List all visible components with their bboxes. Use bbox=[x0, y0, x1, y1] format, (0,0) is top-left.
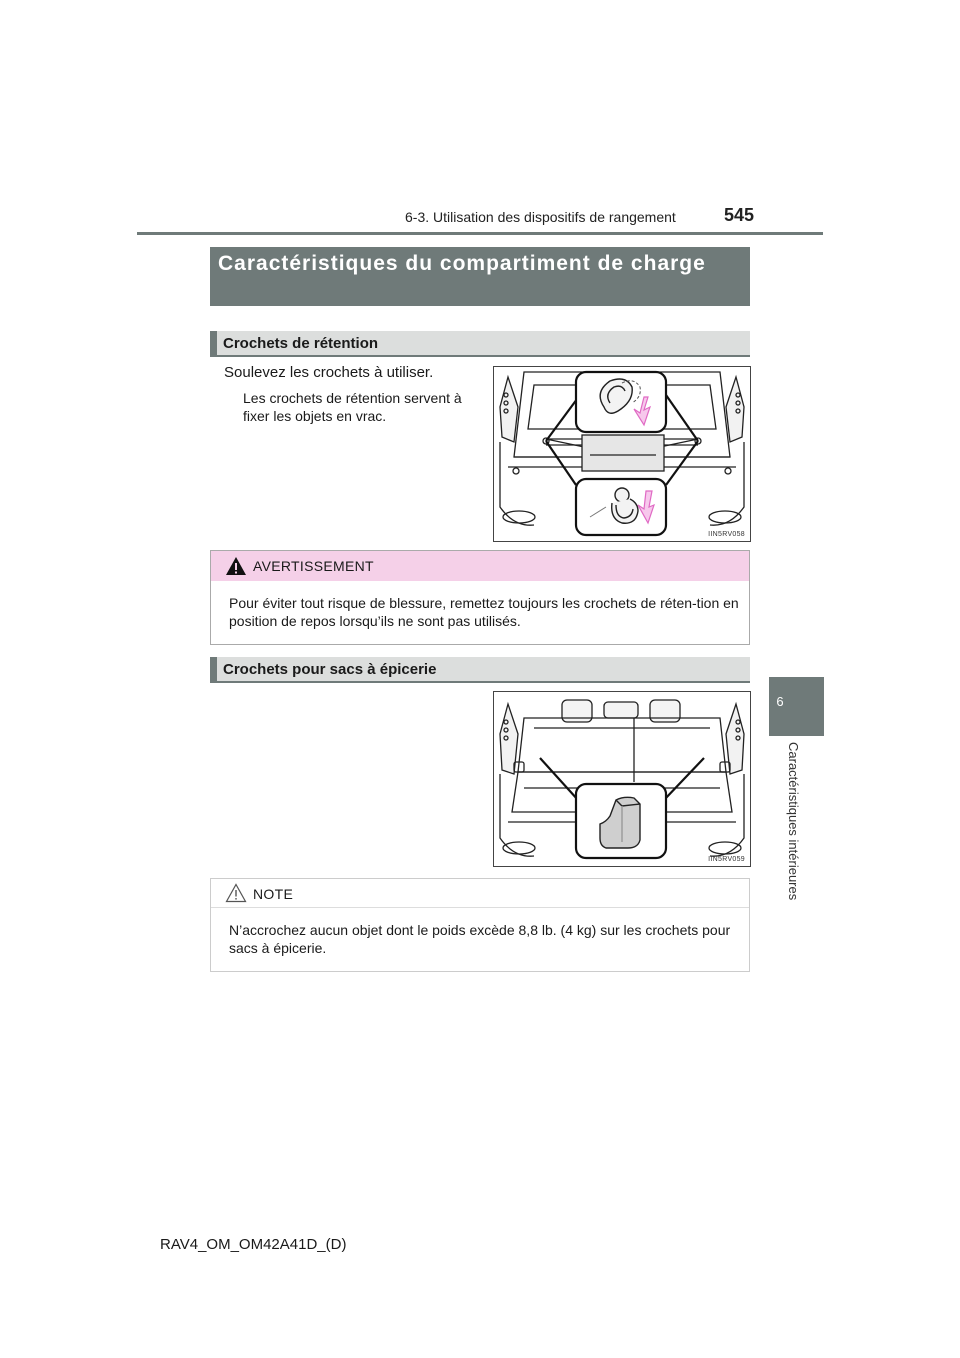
note-body: N’accrochez aucun objet dont le poids excède 8,8 lb. (4 kg) sur les crochets pour sacs à épicerie. bbox=[229, 922, 731, 956]
caution-triangle-outline-icon bbox=[225, 883, 247, 903]
warning-box bbox=[210, 550, 750, 645]
chapter-number: 6 bbox=[776, 694, 784, 709]
warning-triangle-icon bbox=[225, 556, 247, 576]
chapter-label: Caractéristiques intérieures bbox=[786, 742, 801, 901]
page-title: Caractéristiques du compartiment de charge bbox=[210, 247, 750, 306]
header-rule bbox=[137, 232, 823, 235]
instruction-lead: Soulevez les crochets à utiliser. bbox=[224, 364, 434, 381]
warning-body: Pour éviter tout risque de blessure, remettez toujours les crochets de réten-tion en position de repos lorsqu’ils ne sont pas utilisés. bbox=[229, 595, 739, 629]
header-section-title: 6-3. Utilisation des dispositifs de rangement bbox=[405, 209, 676, 225]
cargo-area-illustration bbox=[494, 692, 750, 866]
cargo-area-illustration bbox=[494, 367, 750, 541]
instruction-description: Les crochets de rétention servent à fixer les objets en vrac. bbox=[243, 390, 462, 424]
note-box bbox=[210, 878, 750, 972]
warning-header bbox=[211, 551, 749, 581]
note-title: NOTE bbox=[253, 886, 294, 902]
section-heading-retention-hooks: Crochets de rétention bbox=[210, 331, 750, 357]
figure-retention-hooks bbox=[493, 366, 751, 542]
figure-code: IIN5RV059 bbox=[708, 856, 745, 863]
note-header bbox=[211, 879, 749, 908]
figure-grocery-hooks bbox=[493, 691, 751, 867]
warning-title: AVERTISSEMENT bbox=[253, 558, 374, 574]
figure-code: IIN5RV058 bbox=[708, 531, 745, 538]
page-number: 545 bbox=[724, 205, 755, 225]
manual-code: RAV4_OM_OM42A41D_(D) bbox=[160, 1236, 347, 1253]
section-heading-grocery-hooks: Crochets pour sacs à épicerie bbox=[210, 657, 750, 683]
